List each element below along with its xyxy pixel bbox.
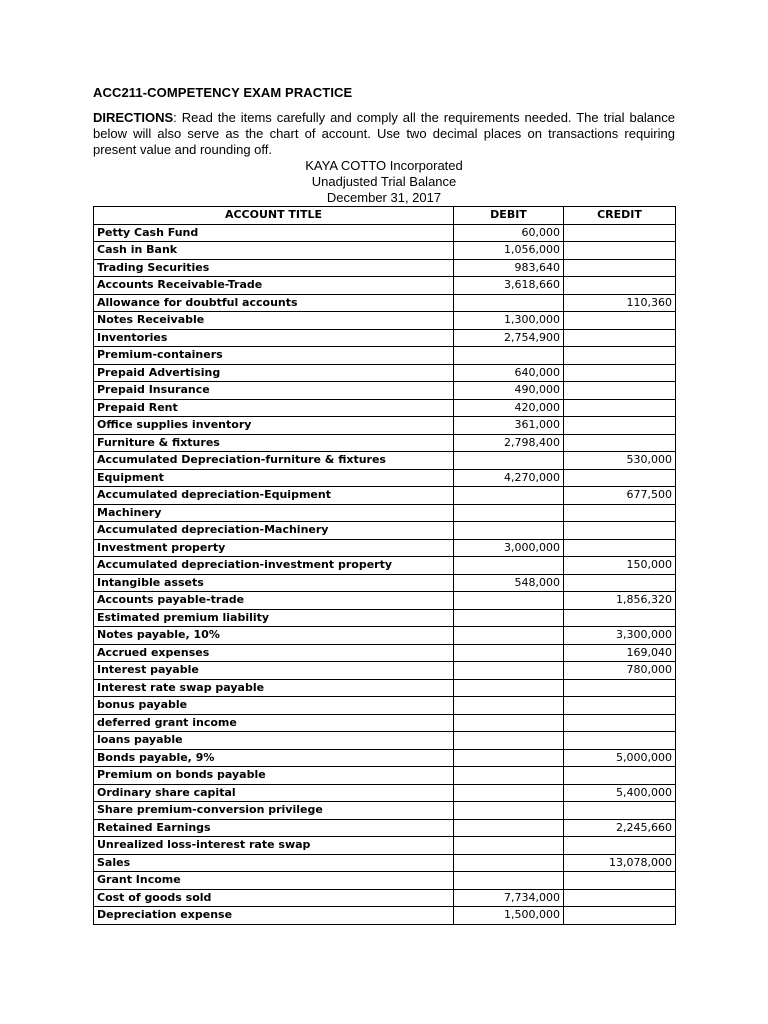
account-title-cell: Petty Cash Fund xyxy=(94,224,454,242)
table-row xyxy=(94,539,676,557)
credit-cell: 169,040 xyxy=(564,644,676,662)
account-title-cell: Equipment xyxy=(94,469,454,487)
credit-cell: 110,360 xyxy=(564,294,676,312)
table-row xyxy=(94,557,676,575)
debit-cell xyxy=(454,837,564,855)
credit-cell: 1,856,320 xyxy=(564,592,676,610)
account-title-cell: deferred grant income xyxy=(94,714,454,732)
table-row xyxy=(94,609,676,627)
table-row xyxy=(94,802,676,820)
debit-cell xyxy=(454,679,564,697)
credit-cell: 5,400,000 xyxy=(564,784,676,802)
table-row xyxy=(94,434,676,452)
credit-cell xyxy=(564,382,676,400)
credit-cell xyxy=(564,574,676,592)
debit-cell: 2,798,400 xyxy=(454,434,564,452)
credit-cell: 2,245,660 xyxy=(564,819,676,837)
account-title-cell: Unrealized loss-interest rate swap xyxy=(94,837,454,855)
credit-cell xyxy=(564,224,676,242)
credit-cell xyxy=(564,539,676,557)
account-title-cell: Bonds payable, 9% xyxy=(94,749,454,767)
account-title-cell: Accrued expenses xyxy=(94,644,454,662)
credit-cell xyxy=(564,504,676,522)
account-title-cell: Interest rate swap payable xyxy=(94,679,454,697)
debit-cell xyxy=(454,644,564,662)
debit-cell: 1,500,000 xyxy=(454,907,564,925)
account-title-cell: Accumulated Depreciation-furniture & fixtures xyxy=(94,452,454,470)
table-row xyxy=(94,907,676,925)
credit-cell xyxy=(564,609,676,627)
account-title-cell: loans payable xyxy=(94,732,454,750)
debit-cell xyxy=(454,714,564,732)
debit-cell: 7,734,000 xyxy=(454,889,564,907)
table-row xyxy=(94,399,676,417)
credit-cell xyxy=(564,907,676,925)
account-title-cell: Share premium-conversion privilege xyxy=(94,802,454,820)
debit-cell: 548,000 xyxy=(454,574,564,592)
credit-cell xyxy=(564,872,676,890)
credit-cell xyxy=(564,259,676,277)
table-header-row xyxy=(94,207,676,225)
debit-cell: 60,000 xyxy=(454,224,564,242)
debit-cell xyxy=(454,557,564,575)
table-row xyxy=(94,312,676,330)
account-title-cell: Inventories xyxy=(94,329,454,347)
debit-cell xyxy=(454,872,564,890)
debit-cell xyxy=(454,609,564,627)
debit-cell xyxy=(454,662,564,680)
debit-cell: 1,300,000 xyxy=(454,312,564,330)
account-title-cell: Prepaid Rent xyxy=(94,399,454,417)
debit-cell: 1,056,000 xyxy=(454,242,564,260)
account-title-cell: Office supplies inventory xyxy=(94,417,454,435)
debit-cell xyxy=(454,767,564,785)
debit-cell xyxy=(454,487,564,505)
report-title: Unadjusted Trial Balance xyxy=(311,174,457,189)
table-row xyxy=(94,819,676,837)
account-title-cell: Premium on bonds payable xyxy=(94,767,454,785)
credit-cell xyxy=(564,522,676,540)
credit-cell xyxy=(564,469,676,487)
debit-cell: 490,000 xyxy=(454,382,564,400)
exam-title: ACC211-COMPETENCY EXAM PRACTICE xyxy=(93,85,353,100)
account-title-cell: Cash in Bank xyxy=(94,242,454,260)
credit-cell xyxy=(564,434,676,452)
credit-cell: 780,000 xyxy=(564,662,676,680)
debit-cell xyxy=(454,504,564,522)
table-row xyxy=(94,784,676,802)
account-title-cell: Trading Securities xyxy=(94,259,454,277)
debit-cell xyxy=(454,854,564,872)
directions-label: DIRECTIONS xyxy=(93,110,174,125)
account-title-cell: Allowance for doubtful accounts xyxy=(94,294,454,312)
debit-cell xyxy=(454,627,564,645)
report-date: December 31, 2017 xyxy=(326,190,442,205)
account-title-cell: Ordinary share capital xyxy=(94,784,454,802)
credit-cell xyxy=(564,802,676,820)
debit-cell xyxy=(454,819,564,837)
table-row xyxy=(94,732,676,750)
table-row xyxy=(94,329,676,347)
account-title-cell: Accumulated depreciation-Equipment xyxy=(94,487,454,505)
table-row xyxy=(94,872,676,890)
account-title-cell: Machinery xyxy=(94,504,454,522)
account-title-cell: Intangible assets xyxy=(94,574,454,592)
account-title-cell: Investment property xyxy=(94,539,454,557)
table-row xyxy=(94,644,676,662)
credit-cell: 677,500 xyxy=(564,487,676,505)
table-row xyxy=(94,837,676,855)
account-title-cell: Sales xyxy=(94,854,454,872)
account-title-cell: Cost of goods sold xyxy=(94,889,454,907)
account-title-cell: Accumulated depreciation-Machinery xyxy=(94,522,454,540)
table-row xyxy=(94,417,676,435)
table-row xyxy=(94,679,676,697)
table-row xyxy=(94,294,676,312)
table-row xyxy=(94,504,676,522)
document-page xyxy=(93,84,675,925)
credit-cell xyxy=(564,837,676,855)
debit-cell: 3,000,000 xyxy=(454,539,564,557)
debit-cell: 2,754,900 xyxy=(454,329,564,347)
debit-cell xyxy=(454,522,564,540)
table-row xyxy=(94,662,676,680)
table-row xyxy=(94,259,676,277)
table-row xyxy=(94,452,676,470)
table-body xyxy=(94,224,676,924)
account-title-cell: bonus payable xyxy=(94,697,454,715)
debit-cell xyxy=(454,592,564,610)
account-title-cell: Retained Earnings xyxy=(94,819,454,837)
table-row xyxy=(94,854,676,872)
credit-cell xyxy=(564,732,676,750)
credit-cell xyxy=(564,767,676,785)
account-title-cell: Estimated premium liability xyxy=(94,609,454,627)
debit-cell: 4,270,000 xyxy=(454,469,564,487)
credit-cell xyxy=(564,714,676,732)
account-title-cell: Depreciation expense xyxy=(94,907,454,925)
debit-cell: 361,000 xyxy=(454,417,564,435)
table-row xyxy=(94,574,676,592)
account-title-cell: Prepaid Insurance xyxy=(94,382,454,400)
credit-cell xyxy=(564,329,676,347)
table-row xyxy=(94,889,676,907)
table-row xyxy=(94,522,676,540)
debit-cell xyxy=(454,294,564,312)
debit-cell: 3,618,660 xyxy=(454,277,564,295)
table-row xyxy=(94,749,676,767)
table-row xyxy=(94,767,676,785)
credit-cell xyxy=(564,399,676,417)
column-header-credit: CREDIT xyxy=(564,207,676,225)
account-title-cell: Interest payable xyxy=(94,662,454,680)
debit-cell: 983,640 xyxy=(454,259,564,277)
debit-cell xyxy=(454,784,564,802)
credit-cell: 5,000,000 xyxy=(564,749,676,767)
credit-cell: 3,300,000 xyxy=(564,627,676,645)
account-title-cell: Notes Receivable xyxy=(94,312,454,330)
credit-cell xyxy=(564,242,676,260)
debit-cell xyxy=(454,347,564,365)
directions-paragraph xyxy=(93,110,675,158)
table-row xyxy=(94,714,676,732)
table-row xyxy=(94,592,676,610)
directions-text: : Read the items carefully and comply all the requirements needed. The trial balance below will also serve as the chart of account. Use two decimal places on transactions requiring present value and rounding off. xyxy=(93,110,675,157)
account-title-cell: Premium-containers xyxy=(94,347,454,365)
credit-cell xyxy=(564,889,676,907)
trial-balance-table xyxy=(93,206,676,925)
debit-cell xyxy=(454,452,564,470)
table-row xyxy=(94,347,676,365)
debit-cell: 640,000 xyxy=(454,364,564,382)
credit-cell xyxy=(564,417,676,435)
account-title-cell: Furniture & fixtures xyxy=(94,434,454,452)
table-row xyxy=(94,487,676,505)
credit-cell xyxy=(564,364,676,382)
table-row xyxy=(94,242,676,260)
debit-cell xyxy=(454,732,564,750)
credit-cell xyxy=(564,679,676,697)
account-title-cell: Accounts Receivable-Trade xyxy=(94,277,454,295)
table-row xyxy=(94,224,676,242)
table-row xyxy=(94,382,676,400)
table-row xyxy=(94,469,676,487)
credit-cell: 13,078,000 xyxy=(564,854,676,872)
debit-cell xyxy=(454,802,564,820)
account-title-cell: Grant Income xyxy=(94,872,454,890)
debit-cell: 420,000 xyxy=(454,399,564,417)
table-row xyxy=(94,277,676,295)
account-title-cell: Notes payable, 10% xyxy=(94,627,454,645)
credit-cell xyxy=(564,347,676,365)
account-title-cell: Prepaid Advertising xyxy=(94,364,454,382)
credit-cell xyxy=(564,277,676,295)
credit-cell: 530,000 xyxy=(564,452,676,470)
debit-cell xyxy=(454,749,564,767)
credit-cell xyxy=(564,697,676,715)
debit-cell xyxy=(454,697,564,715)
table-row xyxy=(94,627,676,645)
column-header-debit: DEBIT xyxy=(454,207,564,225)
account-title-cell: Accumulated depreciation-investment property xyxy=(94,557,454,575)
company-name: KAYA COTTO Incorporated xyxy=(305,158,463,173)
column-header-account-title: ACCOUNT TITLE xyxy=(94,207,454,225)
credit-cell: 150,000 xyxy=(564,557,676,575)
table-row xyxy=(94,697,676,715)
table-row xyxy=(94,364,676,382)
credit-cell xyxy=(564,312,676,330)
account-title-cell: Accounts payable-trade xyxy=(94,592,454,610)
